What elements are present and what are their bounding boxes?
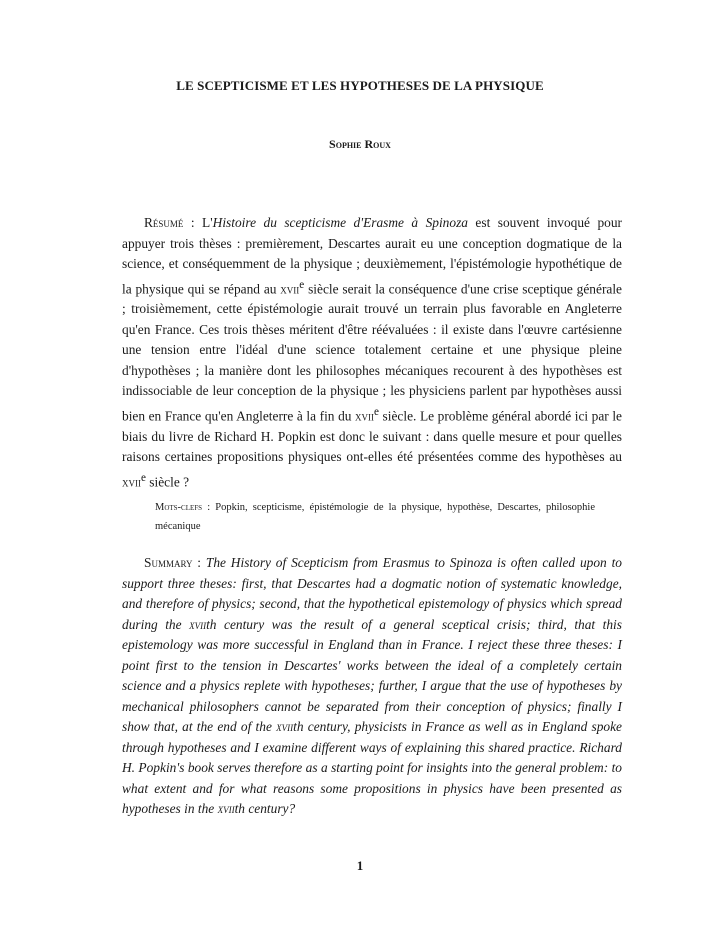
page-number: 1 <box>356 858 364 873</box>
century-suffix: th <box>293 719 304 734</box>
century-numeral: xvii <box>355 408 375 424</box>
century-numeral: xvii <box>189 616 207 632</box>
century-numeral: xvii <box>280 280 300 296</box>
resume-book-title: Histoire du scepticisme d'Erasme à Spinoza <box>212 215 468 230</box>
century-numeral: xvii <box>122 474 141 490</box>
century-numeral: xvii <box>276 719 294 734</box>
century-superscript: e <box>374 405 379 418</box>
author-name: Sophie Roux <box>329 137 391 151</box>
century-suffix: th <box>234 801 245 816</box>
keywords-paragraph <box>155 498 595 536</box>
summary-text: century, physicists in France as well as in England spoke through hypotheses and I examine different ways of explaining this shared practice. Richard H. Popkin's book serves therefore as a starting point for insights into the general problem: to what extent and for what reasons some propositions in physics have been presented as hypotheses in the <box>122 719 623 816</box>
summary-text: century was the result of a general sceptical crisis; third, that this epistemology was more successful in England than in France. I reject these three theses: I point first to the tension in Descartes' works between the ideal of a completely certain science and a physics replete with hypotheses; further, I argue that the use of hypotheses by mechanical philosophers cannot be separated from their conception of physics; finally I show that, at the end of the <box>122 616 622 734</box>
resume-text: siècle serait la conséquence d'une crise sceptique générale ; troisièmement, cette épistémologie aurait trouvé un terrain plus favorable en Angleterre qu'en France. Ces trois thèses méritent d'être réévaluées : il existe dans l'œuvre cartésienne une tension entre l'idéal d'une science totalement certaine et une physique pleine d'hypothèses ; la manière dont les philosophes mécaniques recourent à des hypothèses est indissociable de leur conception de la physique ; les physiciens parlent par hypothèses aussi bien en France qu'en Angleterre à la fin du <box>122 280 623 424</box>
summary-text: century? <box>245 801 296 816</box>
century-suffix: th <box>206 616 217 632</box>
document-title: LE SCEPTICISME ET LES HYPOTHESES DE LA PHYSIQUE <box>176 78 544 93</box>
resume-label: Résumé : <box>144 215 195 230</box>
resume-paragraph <box>122 213 622 493</box>
keywords-label: Mots-clefs <box>155 502 203 513</box>
resume-text: L' <box>194 215 213 230</box>
keywords-text: : Popkin, scepticisme, épistémologie de la physique, hypothèse, Descartes, philosophie mécanique <box>155 502 595 532</box>
summary-paragraph <box>122 553 622 820</box>
century-numeral: xvii <box>217 801 235 816</box>
century-superscript: e <box>141 471 146 484</box>
century-superscript: e <box>299 278 305 291</box>
resume-text: est souvent invoqué pour appuyer trois thèses : premièrement, Descartes aurait eu une conception dogmatique de la science, et conséquemment de la physique ; deuxièmement, l'épistémologie hypothétique de la physique qui se répand au <box>122 215 622 296</box>
summary-label: Summary : <box>144 555 202 570</box>
resume-text: siècle ? <box>145 474 190 490</box>
summary-text: The History of Scepticism from Erasmus to Spinoza is often called upon to support three theses: first, that Descartes had a dogmatic notion of systematic knowledge, and therefore of physics; second, that the hypothetical epistemology of physics which spread during the <box>122 555 623 632</box>
resume-text: siècle. Le problème général abordé ici par le biais du livre de Richard H. Popkin est donc le suivant : dans quelle mesure et pour quelles raisons certaines propositions physiques ont-elles été présentées comme des hypothèses au <box>122 408 622 465</box>
